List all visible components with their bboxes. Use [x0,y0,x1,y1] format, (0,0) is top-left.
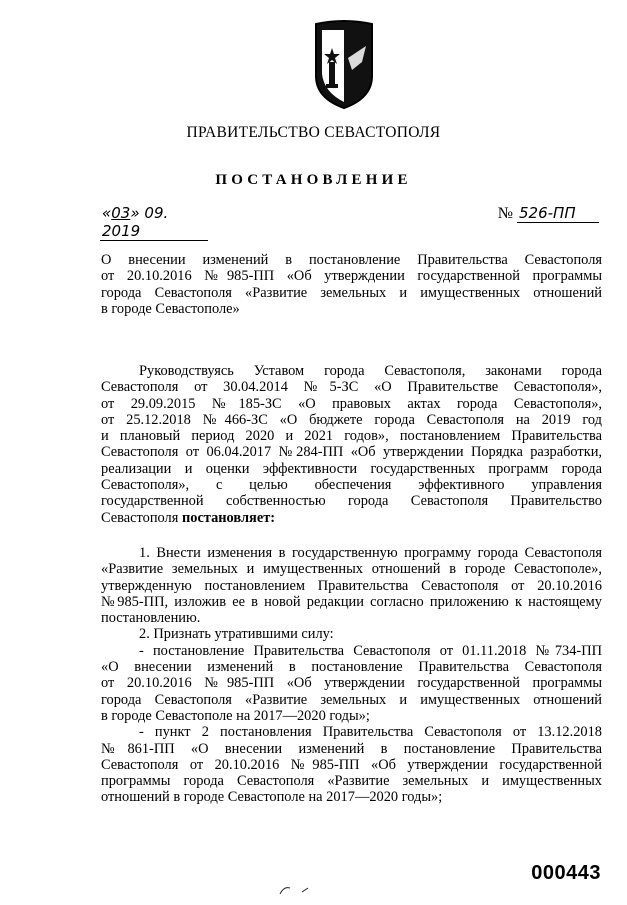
preamble-line: Руководствуясь Уставом города Севастополя, законами города [139,363,602,379]
resolves-keyword: постановляет [181,509,271,526]
decree-item-line: «Развитие земельных и имущественных отношений в городе Севастополе», [101,561,602,578]
decree-item-line: - постановление Правительства Севастополя от 01.11.2018 №734-ПП [139,642,602,659]
decree-item-line: отношений в городе Севастополе на 2017—2020 годы»; [101,789,443,806]
decree-item-line: в городе Севастополе на 2017—2020 годы»; [101,707,370,724]
decree-item-line: 1. Внести изменения в государственную программу города Севастополя [139,545,602,561]
government-name: ПРАВИТЕЛЬСТВО СЕВАСТОПОЛЯ [186,124,441,141]
decree-item-line: утвержденную постановлением Правительства Севастополя от 20.10.2016 [101,577,602,594]
pen-mark-icon [278,884,318,896]
decree-subject [101,252,602,317]
decree-item-line: «О внесении изменений в постановление Правительства Севастополя [101,659,602,676]
preamble-line: Севастополя от 06.04.2017 №284-ПП «Об утверждении Порядка разработки, [101,444,602,461]
decree-item-line: Севастополя от 20.10.2016 №985-ПП «Об утверждении государственной [101,756,602,773]
decree-item-line: - пункт 2 постановления Правительства Севастополя от 13.12.2018 [139,724,602,741]
subject-line: от 20.10.2016 №985-ПП «Об утверждении государственной программы [101,268,602,285]
preamble-line: государственной собственностью города Севастополя Правительство [101,493,602,510]
decree-item-line: города Севастополя «Развитие земельных и имущественных отношений [101,691,602,708]
preamble-line: Севастополя от 30.04.2014 №5-ЗС «О Правительстве Севастополя», [101,379,602,396]
preamble-line: от 29.09.2015 №185-ЗС «О правовых актах города Севастополя», [101,395,602,412]
decree-item-line: от 20.10.2016 №985-ПП «Об утверждении государственной программы [101,675,602,692]
handwritten-date: «03» 09. 2019 [100,204,208,241]
decree-item-line: №861-ПП «О внесении изменений в постановление Правительства [101,740,602,757]
decree-item-line: 2. Признать утратившими силу: [139,626,334,643]
decree-item-line: программы города Севастополя «Развитие земельных и имущественных [101,773,602,790]
preamble-line: реализации и оценки эффективности государственных программ города [101,460,602,477]
preamble-paragraph [101,363,602,526]
handwritten-number: 526-ПП [517,204,599,223]
number-prefix: № [497,205,513,222]
decree-item-line: №985-ПП, изложив ее в новой редакции согласно приложению к настоящему [101,593,602,610]
preamble-line: от 25.12.2018 №466-ЗС «О бюджете города Севастополя на 2019 год [101,411,602,428]
sevastopol-coat-of-arms-icon [312,18,376,110]
subject-line: в городе Севастополе» [101,300,240,317]
preamble-line: Севастополя», с целью обеспечения эффективного управления [101,477,602,494]
preamble-last-line: Севастополя постановляет: [101,509,276,526]
preamble-line: и плановый период 2020 и 2021 годов», постановлением Правительства [101,428,602,445]
decree-item-line: постановлению. [101,610,201,627]
serial-number: 000443 [531,862,601,884]
decree-items [101,545,602,806]
decree-number [498,204,599,223]
subject-line: города Севастополя «Развитие земельных и имущественных отношений [101,284,602,301]
subject-line: О внесении изменений в постановление Правительства Севастополя [101,252,602,268]
document-type: ПОСТАНОВЛЕНИЕ [215,172,412,188]
decree-date [100,204,208,241]
